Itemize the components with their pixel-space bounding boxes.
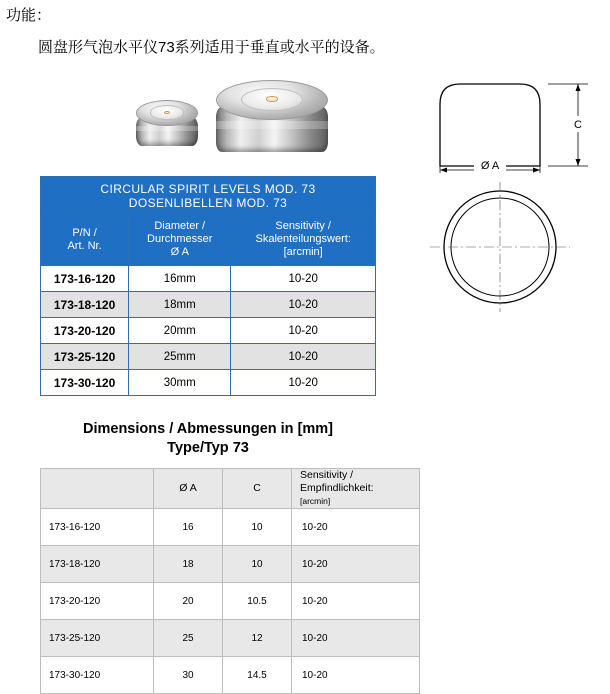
cell-sensitivity: 10-20 [231,292,376,318]
cell-diameter: 16mm [129,266,231,292]
small-circular-spirit-level [136,100,198,146]
cell-c: 14.5 [223,657,292,694]
cell-diameter: 30mm [129,370,231,396]
column-header-sensitivity [231,216,376,266]
cell-pn: 173-20-120 [41,583,154,620]
cell-diameter: 18 [154,546,223,583]
column-header-diameter-line1: Diameter / [154,220,206,232]
dimensions-caption [40,420,376,458]
table-row [41,620,420,657]
table-title-cell [41,177,376,216]
large-circular-spirit-level [216,80,328,152]
dim-column-header-sensitivity-label: Sensitivity / Empfindlichkeit: [300,469,374,494]
a-arrow-left [440,168,447,173]
cell-sensitivity: 10-20 [231,370,376,396]
side-view-outline [440,84,540,166]
cell-c: 10 [223,546,292,583]
c-arrow-down [576,159,581,166]
column-header-pn [41,216,129,266]
table-row [41,509,420,546]
column-header-pn-line2: Art. Nr. [67,239,102,252]
cell-pn: 173-16-120 [41,266,129,292]
cell-sensitivity: 10-20 [292,620,420,657]
cell-sensitivity: 10-20 [292,509,420,546]
cell-diameter: 25 [154,620,223,657]
large-level-cap [216,80,328,120]
cell-sensitivity: 10-20 [231,266,376,292]
cell-pn: 173-30-120 [41,657,154,694]
dim-column-header-pn [41,469,154,509]
cell-pn: 173-30-120 [41,370,129,396]
page-subtitle: 圆盘形气泡水平仪73系列适用于垂直或水平的设备。 [38,39,385,56]
column-header-sensitivity-line2: Skalenteilungswert: [255,233,351,245]
cell-pn: 173-18-120 [41,292,129,318]
cell-sensitivity: 10-20 [231,318,376,344]
cell-diameter: 20 [154,583,223,620]
table-row [41,657,420,694]
cell-c: 12 [223,620,292,657]
dim-column-header-sensitivity [292,469,420,509]
table-row [41,344,376,370]
a-arrow-right [533,168,540,173]
cell-c: 10.5 [223,583,292,620]
column-header-sensitivity-line1: Sensitivity / [275,220,331,232]
cell-c: 10 [223,509,292,546]
cell-diameter: 16 [154,509,223,546]
dim-column-header-c: C [223,469,292,509]
dimensions-table [40,468,420,694]
circular-spirit-levels-table [40,176,376,396]
a-dimension-label: Ø A [480,160,500,172]
cell-sensitivity: 10-20 [292,546,420,583]
cell-diameter: 18mm [129,292,231,318]
cell-pn: 173-18-120 [41,546,154,583]
large-level-glass [241,88,303,111]
column-header-diameter-line3: Ø A [170,246,189,258]
table-row [41,292,376,318]
column-header-diameter-line2: Durchmesser [147,233,213,245]
dimensions-caption-line2: Type/Typ 73 [167,440,249,456]
column-header-pn-line1: P/N / [72,226,97,239]
cell-diameter: 20mm [129,318,231,344]
table-row [41,583,420,620]
cell-sensitivity: 10-20 [292,583,420,620]
small-level-bubble-ring [164,111,170,114]
dim-column-header-sensitivity-note: [arcmin] [300,496,331,506]
cell-pn: 173-20-120 [41,318,129,344]
table-row [41,370,376,396]
large-level-bubble-ring [266,96,278,101]
product-photo [120,72,360,162]
cell-diameter: 25mm [129,344,231,370]
page-title: 功能： [6,7,52,24]
cell-diameter: 30 [154,657,223,694]
cell-sensitivity: 10-20 [231,344,376,370]
cell-sensitivity: 10-20 [292,657,420,694]
top-view-drawing [420,182,590,312]
small-level-glass [150,105,184,119]
c-dimension-label: C [574,119,582,131]
dim-column-header-diameter: Ø A [154,469,223,509]
column-header-diameter [129,216,231,266]
c-arrow-up [576,84,581,91]
small-level-cap [136,100,198,126]
table-row [41,318,376,344]
table-row [41,266,376,292]
table-title-line1: CIRCULAR SPIRIT LEVELS MOD. 73 [100,182,316,196]
column-header-sensitivity-line3: [arcmin] [283,246,323,258]
table-title-line2: DOSENLIBELLEN MOD. 73 [128,196,288,210]
table-row [41,546,420,583]
dimensions-caption-line1: Dimensions / Abmessungen in [mm] [82,421,334,437]
cell-pn: 173-25-120 [41,620,154,657]
side-view-drawing [410,66,600,176]
cell-pn: 173-25-120 [41,344,129,370]
cell-pn: 173-16-120 [41,509,154,546]
